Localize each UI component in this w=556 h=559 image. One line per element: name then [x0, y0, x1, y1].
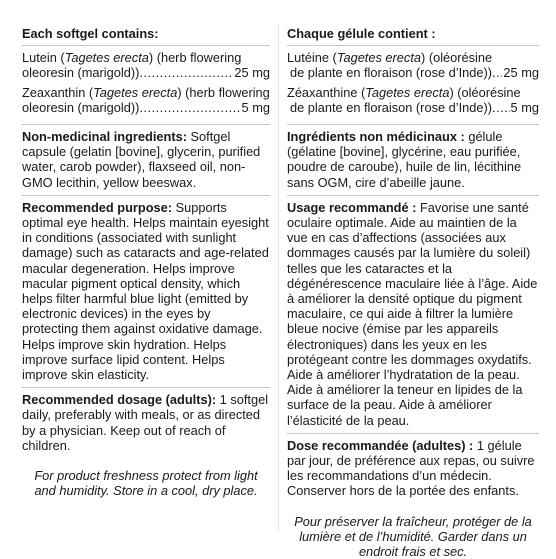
latin-name: Tagetes erecta [365, 84, 450, 100]
ingredient-list [287, 46, 539, 124]
purpose-text: Supports optimal eye health. Helps maintain eyesight in conditions (associated with sunlight damage) such as cataracts and age-related macular degeneration. Helps improve macular pigment optical density, which helps filter harmful blue light (emitted by electronic devices) in the eyes by protecting them against oxidative damage. Helps improve skin hydration. Helps improve surface lipid content. Helps improve skin elasticity. [22, 199, 269, 383]
nonmedicinal-label: Non-medicinal ingredients: [22, 129, 187, 145]
nonmedicinal-label: Ingrédients non médicinaux : [287, 129, 465, 145]
contents-heading: Each softgel contains: [22, 26, 159, 41]
ingredient-lutein [22, 50, 270, 80]
leader-dots [492, 65, 502, 80]
dosage-text: 1 gélule par jour, de préférence aux repas, ou suivre les recommandations d’un médecin. Conserver hors de la portée des enfants. [287, 437, 535, 499]
latin-name: Tagetes erecta [64, 50, 149, 66]
french-column [287, 26, 539, 559]
purpose-label: Recommended purpose: [22, 199, 173, 215]
ingredient-list [22, 46, 270, 124]
dosage-text: 1 softgel daily, preferably with meals, or as directed by a physician. Keep out of reach of children. [22, 392, 269, 453]
latin-name: Tagetes erecta [336, 50, 421, 66]
ingredient-name: Lutéine ( [287, 50, 337, 66]
dosage-section [287, 434, 539, 504]
ingredient-name: Zéaxanthine ( [287, 84, 366, 100]
ingredient-source: ) (herb flowering [177, 84, 270, 100]
leader-dots [139, 100, 240, 115]
purpose-label: Usage recommandé : [287, 199, 417, 215]
ingredient-source-cont: de plante en floraison (rose d’Inde)) [290, 99, 493, 115]
ingredient-source-cont: oleoresin (marigold)) [22, 99, 140, 115]
ingredient-source: ) (herb flowering [148, 50, 242, 66]
column-divider [278, 24, 279, 532]
ingredient-amount: 5 mg [241, 99, 270, 115]
english-column [22, 26, 270, 498]
ingredient-name: Lutein ( [22, 50, 65, 66]
ingredient-amount: 25 mg [503, 65, 539, 81]
ingredient-zeaxanthin [287, 85, 539, 115]
ingredient-source: ) (oléorésine [421, 50, 493, 66]
contents-heading: Chaque gélule contient : [287, 26, 436, 41]
ingredient-source-cont: oleoresin (marigold)) [22, 65, 140, 81]
dosage-section [22, 388, 270, 458]
ingredient-zeaxanthin [22, 85, 270, 115]
ingredient-name: Zeaxanthin ( [22, 84, 94, 100]
ingredient-lutein [287, 50, 539, 80]
latin-name: Tagetes erecta [93, 84, 178, 100]
dosage-label: Recommended dosage (adults): [22, 392, 217, 408]
nonmedicinal-section [22, 125, 270, 195]
purpose-text: Favorise une santé oculaire optimale. Aide au maintien de la vue en cas d’affections (associées aux dommages causés par la lumière du soleil) telles que les cataractes et la dégénérescence maculaire liée à l’âge. Aide à améliorer la densité optique du pigment maculaire, ce qui aide à filtrer la lumière bleue nocive (émise par les appareils électroniques) dans les yeux en les protégeant contre les dommages oxydatifs. Aide à améliorer l’hydratation de la peau. Aide à améliorer la teneur en lipides de la surface de la peau. Aide à améliorer l’élasticité de la peau. [287, 199, 538, 428]
dosage-label: Dose recommandée (adultes) : [287, 437, 474, 453]
ingredient-amount: 5 mg [510, 99, 539, 115]
nonmedicinal-text: Softgel capsule (gelatin [bovine], glycerin, purified water, carob powder), flaxseed oil, non-GMO lecithin, yellow beeswax. [22, 129, 261, 190]
purpose-section [22, 196, 270, 387]
storage-note: Pour préserver la fraîcheur, protéger de la lumière et de l’humidité. Garder dans un endroit frais et sec. [294, 513, 532, 559]
storage-note: For product freshness protect from light and humidity. Store in a cool, dry place. [34, 468, 258, 499]
leader-dots [139, 65, 233, 80]
leader-dots [492, 100, 510, 115]
nonmedicinal-text: gélule (gélatine [bovine], glycérine, eau purifiée, poudre de caroube), huile de lin, lécithine sans OGM, cire d’abeille jaune. [287, 129, 522, 190]
purpose-section [287, 196, 539, 433]
ingredient-amount: 25 mg [234, 65, 270, 81]
ingredient-source-cont: de plante en floraison (rose d’Inde)) [290, 65, 493, 81]
nonmedicinal-section [287, 125, 539, 195]
ingredient-source: ) (oléorésine [449, 84, 521, 100]
